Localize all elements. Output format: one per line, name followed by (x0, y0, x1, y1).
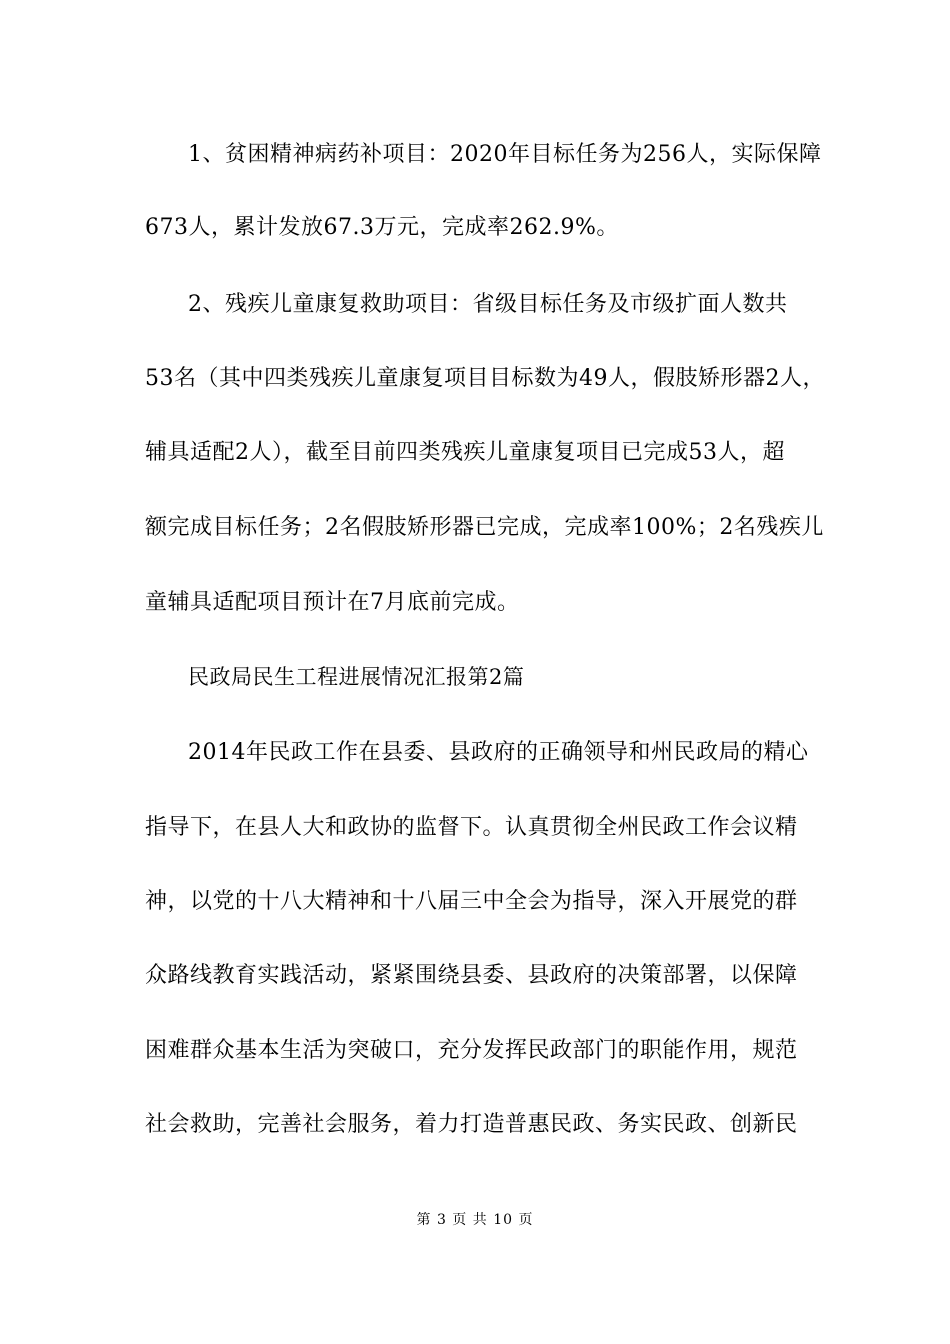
paragraph-line: 辅具适配2人），截至目前四类残疾儿童康复项目已完成53人，超 (145, 440, 785, 465)
paragraph-line: 童辅具适配项目预计在7月底前完成。 (145, 590, 520, 615)
paragraph-line: 53名（其中四类残疾儿童康复项目目标数为49人，假肢矫形器2人， (145, 366, 825, 391)
paragraph-line: 额完成目标任务；2名假肢矫形器已完成，完成率100%；2名残疾儿 (145, 515, 824, 540)
page-number: 第 3 页 共 10 页 (416, 1212, 534, 1228)
paragraph-line: 673人，累计发放67.3万元，完成率262.9%。 (145, 215, 619, 240)
paragraph-line: 困难群众基本生活为突破口，充分发挥民政部门的职能作用，规范 (145, 1038, 798, 1063)
paragraph-line: 2、残疾儿童康复救助项目：省级目标任务及市级扩面人数共 (188, 292, 788, 317)
paragraph-line: 社会救助，完善社会服务，着力打造普惠民政、务实民政、创新民 (145, 1112, 798, 1137)
paragraph-line: 2014年民政工作在县委、县政府的正确领导和州民政局的精心 (188, 740, 809, 765)
paragraph-line: 指导下，在县人大和政协的监督下。认真贯彻全州民政工作会议精 (145, 815, 798, 840)
paragraph-line: 1、贫困精神病药补项目：2020年目标任务为256人，实际保障 (188, 142, 822, 167)
paragraph-line: 神，以党的十八大精神和十八届三中全会为指导，深入开展党的群 (145, 889, 798, 914)
paragraph-line: 众路线教育实践活动，紧紧围绕县委、县政府的决策部署，以保障 (145, 963, 798, 988)
section-heading: 民政局民生工程进展情况汇报第2篇 (188, 665, 525, 689)
